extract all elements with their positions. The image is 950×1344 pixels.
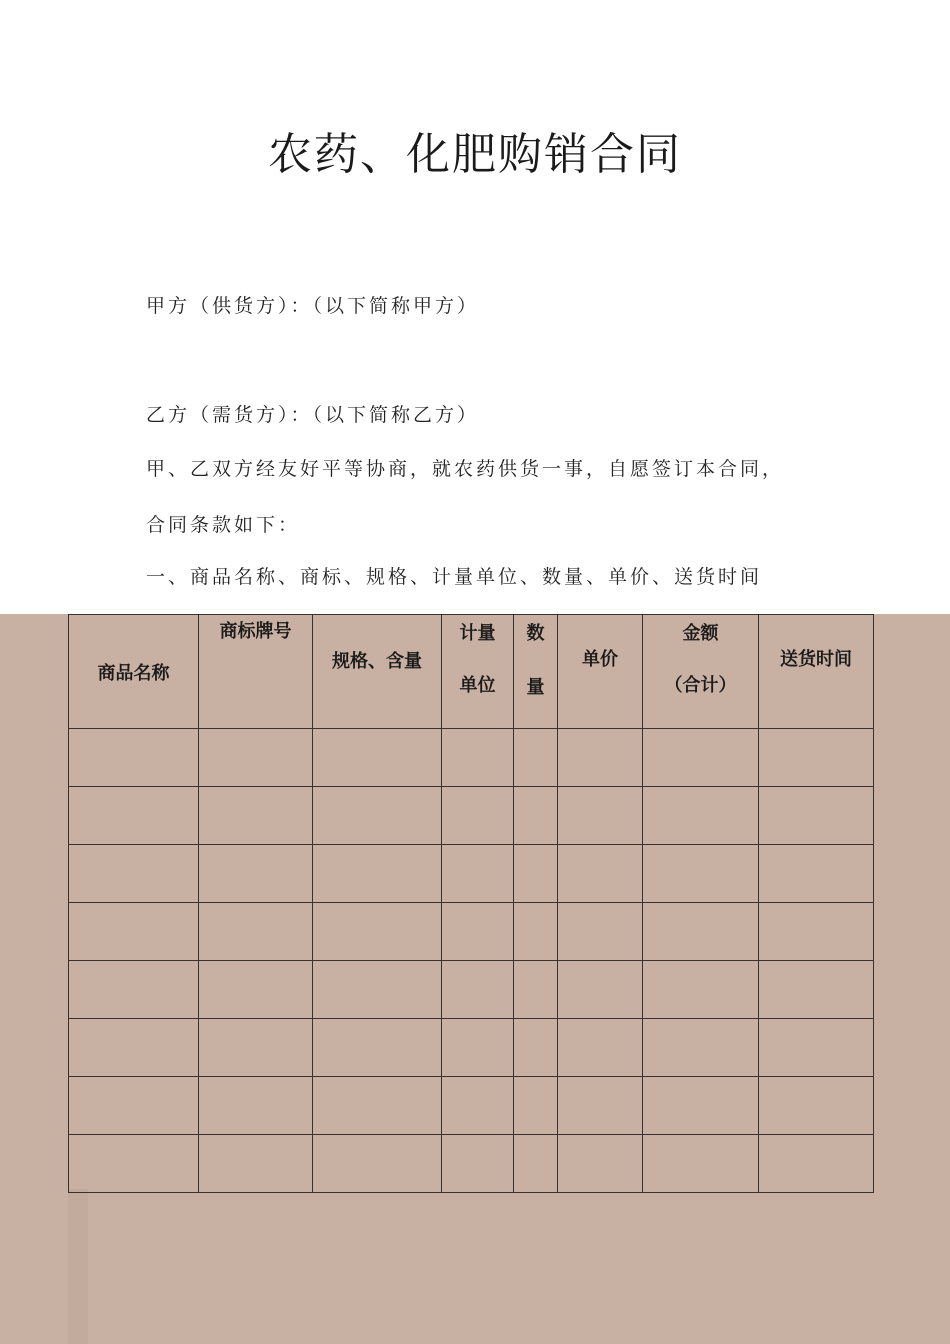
header-quantity: [514, 615, 558, 729]
table-cell[interactable]: [514, 961, 558, 1019]
table-cell[interactable]: [558, 903, 643, 961]
table-cell[interactable]: [643, 1019, 759, 1077]
table-cell[interactable]: [69, 1019, 199, 1077]
table-cell[interactable]: [442, 1135, 514, 1193]
table-cell[interactable]: [69, 1135, 199, 1193]
table-cell[interactable]: [643, 845, 759, 903]
table-cell[interactable]: [313, 1019, 442, 1077]
table-cell[interactable]: [199, 1135, 313, 1193]
table-cell[interactable]: [759, 787, 874, 845]
table-cell[interactable]: [442, 1077, 514, 1135]
table-cell[interactable]: [69, 1077, 199, 1135]
table-cell[interactable]: [199, 961, 313, 1019]
section-1-heading: 一、商品名称、商标、规格、计量单位、数量、单价、送货时间: [146, 566, 763, 588]
table-cell[interactable]: [514, 729, 558, 787]
table-cell[interactable]: [69, 903, 199, 961]
table-cell[interactable]: [442, 903, 514, 961]
table-cell[interactable]: [69, 787, 199, 845]
table-cell[interactable]: [558, 1019, 643, 1077]
table-cell[interactable]: [643, 1077, 759, 1135]
header-amount-line1: 金额: [682, 623, 719, 644]
header-amount-line2: （合计）: [664, 675, 737, 696]
table-body: [69, 729, 874, 1193]
table-cell[interactable]: [313, 845, 442, 903]
table-cell[interactable]: [643, 729, 759, 787]
table-cell[interactable]: [558, 961, 643, 1019]
table-cell[interactable]: [199, 787, 313, 845]
header-delivery-time-label: 送货时间: [780, 649, 852, 670]
table-cell[interactable]: [643, 1135, 759, 1193]
table-cell[interactable]: [442, 729, 514, 787]
table-cell[interactable]: [759, 961, 874, 1019]
table-cell[interactable]: [558, 787, 643, 845]
table-cell[interactable]: [558, 729, 643, 787]
goods-table: [68, 614, 874, 1193]
document-title: 农药、化肥购销合同: [268, 129, 682, 180]
header-product-name-label: 商品名称: [97, 662, 170, 684]
table-cell[interactable]: [69, 845, 199, 903]
left-margin-strip: [68, 1189, 88, 1344]
table-cell[interactable]: [69, 961, 199, 1019]
table-cell[interactable]: [514, 787, 558, 845]
table-cell[interactable]: [514, 1135, 558, 1193]
table-cell[interactable]: [759, 1077, 874, 1135]
table-row: [69, 845, 874, 903]
table-cell[interactable]: [442, 1019, 514, 1077]
header-unit-line1: 计量: [459, 623, 496, 644]
table-cell[interactable]: [514, 1019, 558, 1077]
table-row: [69, 961, 874, 1019]
table-cell[interactable]: [558, 1077, 643, 1135]
party-b-line: 乙方（需货方）：（以下简称乙方）: [146, 404, 480, 426]
table-cell[interactable]: [442, 961, 514, 1019]
table-cell[interactable]: [759, 1019, 874, 1077]
table-cell[interactable]: [759, 903, 874, 961]
table-cell[interactable]: [313, 1077, 442, 1135]
header-amount: [643, 615, 759, 729]
table-cell[interactable]: [313, 903, 442, 961]
table-cell[interactable]: [313, 1135, 442, 1193]
party-a-line: 甲方（供货方）：（以下简称甲方）: [146, 295, 480, 317]
table-row: [69, 729, 874, 787]
table-cell[interactable]: [514, 1077, 558, 1135]
table-cell[interactable]: [199, 903, 313, 961]
header-product-name: [69, 615, 199, 729]
table-cell[interactable]: [643, 903, 759, 961]
table-cell[interactable]: [514, 845, 558, 903]
header-spec-label: 规格、含量: [332, 651, 422, 672]
table-cell[interactable]: [442, 787, 514, 845]
terms-intro-line: 合同条款如下：: [146, 514, 301, 536]
table-cell[interactable]: [313, 787, 442, 845]
table-cell[interactable]: [643, 787, 759, 845]
table-cell[interactable]: [313, 729, 442, 787]
table-row: [69, 787, 874, 845]
table-cell[interactable]: [313, 961, 442, 1019]
header-delivery-time: [759, 615, 874, 729]
table-cell[interactable]: [199, 1077, 313, 1135]
intro-line: 甲、乙双方经友好平等协商，就农药供货一事，自愿签订本合同，: [146, 458, 785, 480]
table-cell[interactable]: [199, 1019, 313, 1077]
table-row: [69, 1077, 874, 1135]
table-cell[interactable]: [643, 961, 759, 1019]
table-cell[interactable]: [759, 845, 874, 903]
table-row: [69, 1135, 874, 1193]
header-unit: [442, 615, 514, 729]
header-brand: [199, 615, 313, 729]
table-cell[interactable]: [558, 1135, 643, 1193]
table-cell[interactable]: [69, 729, 199, 787]
table-row: [69, 903, 874, 961]
header-unit-price-label: 单价: [582, 649, 618, 670]
header-quantity-line1: 数: [526, 623, 545, 644]
header-brand-label: 商标牌号: [219, 621, 292, 642]
table-cell[interactable]: [199, 845, 313, 903]
table-cell[interactable]: [759, 729, 874, 787]
table-row: [69, 1019, 874, 1077]
header-unit-price: [558, 615, 643, 729]
header-quantity-line2: 量: [526, 677, 545, 698]
table-cell[interactable]: [199, 729, 313, 787]
table-cell[interactable]: [558, 845, 643, 903]
header-spec: [313, 615, 442, 729]
table-header-row: [69, 615, 874, 729]
header-unit-line2: 单位: [459, 675, 496, 696]
table-cell[interactable]: [514, 903, 558, 961]
table-cell[interactable]: [442, 845, 514, 903]
table-cell[interactable]: [759, 1135, 874, 1193]
